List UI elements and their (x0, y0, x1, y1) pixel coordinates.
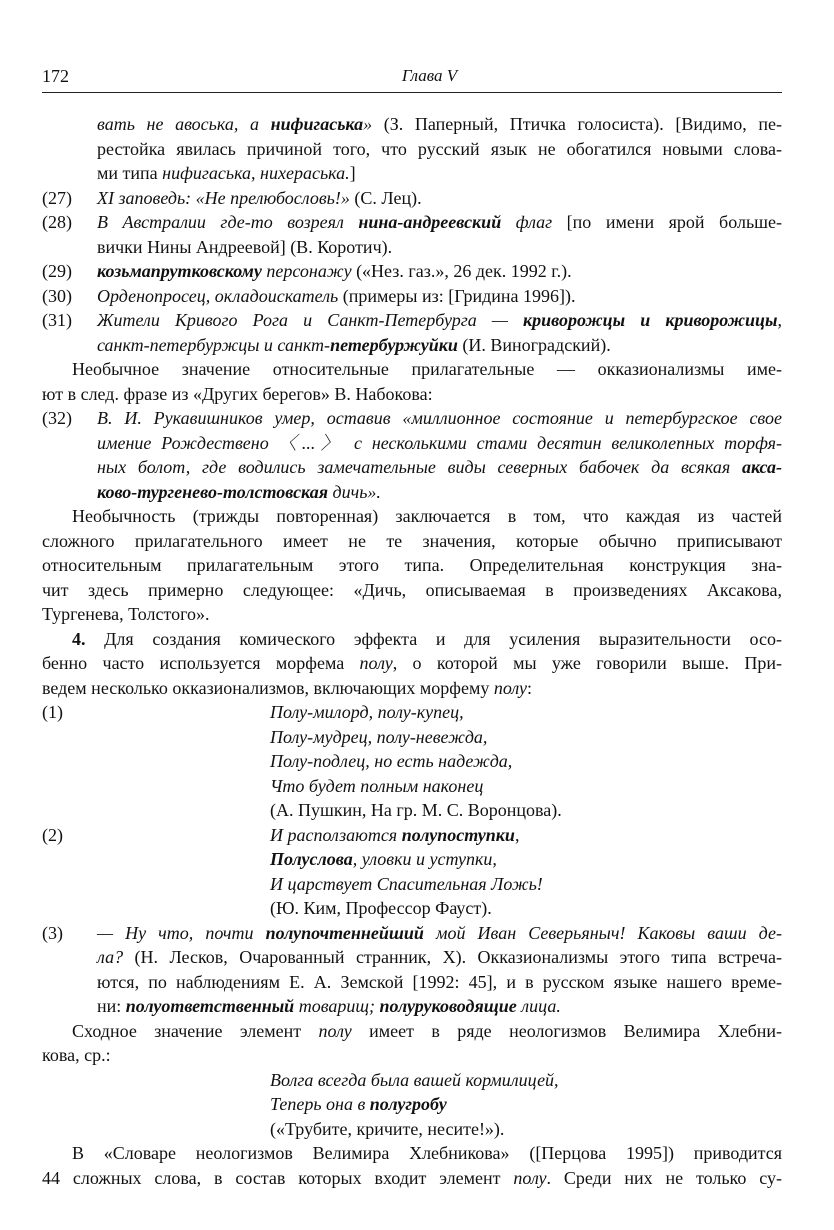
text-line (42, 1043, 782, 1068)
italic-text: Полу-подлец, но есть надежда, (270, 751, 513, 771)
text-run: . Среди них не только су- (546, 1167, 782, 1188)
text-line (42, 676, 782, 701)
emphasized-text: нифигаська (270, 114, 364, 134)
page-header (42, 64, 782, 93)
emphasized-text: полупочтеннейший (265, 922, 424, 943)
italic-text: имение Рождествено 〈...〉 с несколькими стами десятин великолепных торфя- (97, 432, 782, 453)
text-line (97, 970, 782, 995)
italic-text: дичь». (328, 481, 381, 502)
text-run: имеет в ряде неологизмов Велимира Хлебни- (351, 1020, 782, 1041)
text-line (270, 798, 782, 823)
text-run: чит здесь примерно следующее: «Дичь, описываемая в произведениях Аксакова, (42, 579, 782, 600)
emphasized-text: нина-андреевский (358, 212, 502, 232)
emphasized-text: петербуржуйки (330, 334, 458, 355)
numbered-example (42, 284, 782, 309)
text-run: (А. Пушкин, На гр. М. С. Воронцова). (270, 800, 562, 820)
paragraph (42, 112, 782, 186)
numbered-example (42, 308, 782, 357)
italic-text: И царствует Спасительная Ложь! (270, 873, 543, 894)
emphasized-text: криворожцы и криворожицы (523, 310, 778, 330)
italic-text: » (363, 114, 373, 134)
text-run: : (527, 677, 533, 698)
italic-text: Полу-мудрец, полу-невежда, (270, 726, 488, 747)
example-number: (27) (42, 187, 72, 208)
emphasized-text: акса- (742, 457, 782, 477)
page-body (42, 112, 782, 1190)
text-line (42, 578, 782, 603)
text-line (97, 284, 782, 309)
example-number: (28) (42, 212, 72, 232)
text-run: (С. Лец). (349, 187, 422, 208)
text-line (97, 406, 782, 431)
text-run: сложного прилагательного имеет не те значения, которые обычно приписывают (42, 530, 782, 551)
emphasized-text: 4. (72, 628, 86, 649)
text-run: , (514, 824, 520, 845)
numbered-example (42, 406, 782, 504)
text-run: («Трубите, кричите, несите!»). (270, 1118, 505, 1139)
text-line (42, 357, 782, 382)
emphasized-text: полуруководящие (379, 996, 517, 1016)
numbered-example (42, 210, 782, 259)
example-number: (1) (42, 702, 63, 722)
text-run: ни: (97, 996, 126, 1016)
italic-text: санкт-петербуржцы и санкт- (97, 334, 331, 355)
text-line (42, 382, 782, 407)
text-line (270, 896, 782, 921)
text-run: ют в след. фразе из «Других берегов» В. Набокова: (42, 383, 433, 404)
italic-text: В. И. Рукавишников умер, оставив «миллионное состояние и петербургское свое (97, 408, 782, 428)
italic-text: вать не авоська, а (97, 114, 271, 134)
text-run: (Н. Лесков, Очарованный странник, X). Окказионализмы этого типа встреча- (123, 947, 782, 967)
text-line (97, 333, 782, 358)
numbered-example (42, 186, 782, 211)
italic-text: ных болот, где водились замечательные виды северных бабочек да всякая (97, 457, 743, 477)
emphasized-text: ково-тургенево-толстовская (97, 481, 329, 502)
text-run: («Нез. газ.», 26 дек. 1992 г.). (351, 261, 572, 281)
text-line (42, 553, 782, 578)
text-run: 44 сложных слова, в состав которых входит элемент (42, 1167, 514, 1188)
text-line (270, 774, 782, 799)
verse-quote (42, 700, 782, 823)
italic-text: Что будет полным наконец (270, 775, 484, 796)
text-line (42, 504, 782, 529)
italic-text: флаг (501, 212, 553, 232)
italic-text: нифигаська, нихераська. (162, 163, 350, 183)
emphasized-text: козьмапрутковскому (97, 261, 262, 281)
text-run: (З. Паперный, Птичка голосиста). [Видимо, пе- (372, 114, 783, 134)
text-line (97, 480, 782, 505)
text-line (270, 1117, 782, 1142)
text-run: Необычное значение относительные прилагательные — окказионализмы име- (72, 359, 782, 379)
text-run: , (777, 310, 782, 330)
paragraph (42, 1141, 782, 1190)
text-run: рестойка явилась причиной того, что русский язык не обогатился новыми слова- (97, 138, 782, 159)
paragraph (42, 627, 782, 701)
text-line (270, 1092, 782, 1117)
text-run: (И. Виноградский). (457, 334, 611, 355)
text-run: бенно часто используется морфема (42, 653, 360, 673)
emphasized-text: полугробу (369, 1094, 447, 1114)
example-number: (31) (42, 310, 72, 330)
text-line (97, 112, 782, 137)
italic-text: , уловки и уступки, (352, 849, 497, 869)
text-line (97, 945, 782, 970)
text-run: В «Словаре неологизмов Велимира Хлебникова» ([Перцова 1995]) приводится (72, 1143, 782, 1163)
italic-text: Орденопросец, окладоискатель (97, 285, 339, 306)
verse-quote (42, 1068, 782, 1142)
text-line (97, 431, 782, 456)
example-number: (29) (42, 261, 72, 281)
text-run: вички Нины Андреевой] (В. Коротич). (97, 236, 393, 257)
example-number: (30) (42, 285, 72, 306)
italic-text: Волга всегда была вашей кормилицей, (270, 1069, 559, 1090)
text-run: ются, по наблюдениям Е. А. Земской [1992: 45], и в русском языке нашего време- (97, 971, 782, 992)
text-line (97, 921, 782, 946)
emphasized-text: полупоступки (401, 824, 515, 845)
text-line (97, 161, 782, 186)
text-line (97, 235, 782, 260)
paragraph (42, 504, 782, 627)
italic-text: товарищ; (294, 996, 380, 1016)
italic-text: полу (493, 677, 528, 698)
emphasized-text: Полуслова (270, 849, 353, 869)
text-line (42, 602, 782, 627)
text-line (42, 1166, 782, 1191)
italic-text: И расползаются (270, 824, 402, 845)
italic-text: лица. (516, 996, 561, 1016)
italic-text: Жители Кривого Рога и Санкт-Петербурга — (97, 310, 523, 330)
italic-text: полу (359, 653, 393, 673)
text-run: кова, ср.: (42, 1045, 111, 1065)
numbered-example (42, 259, 782, 284)
page-number: 172 (42, 66, 69, 86)
text-run: (примеры из: [Гридина 1996]). (338, 285, 576, 306)
text-line (97, 210, 782, 235)
text-line (270, 725, 782, 750)
text-run: ведем несколько окказионализмов, включающих морфему (42, 677, 494, 698)
numbered-example (42, 921, 782, 1019)
paragraph (42, 357, 782, 406)
text-line (97, 259, 782, 284)
text-line (42, 651, 782, 676)
text-run: (Ю. Ким, Профессор Фауст). (270, 898, 492, 918)
text-line (270, 749, 782, 774)
example-number: (32) (42, 408, 72, 428)
text-line (97, 455, 782, 480)
text-run: относительным прилагательным этого типа. Определительная конструкция зна- (42, 555, 782, 575)
italic-text: полу (513, 1167, 547, 1188)
text-run: Необычность (трижды повторенная) заключается в том, что каждая из частей (72, 506, 782, 526)
text-line (42, 1019, 782, 1044)
italic-text: XI заповедь: «Не прелюбословь!» (97, 187, 350, 208)
text-line (97, 186, 782, 211)
italic-text: Теперь она в (270, 1094, 370, 1114)
running-head: Глава V (401, 66, 458, 85)
text-line (270, 872, 782, 897)
text-run: Сходное значение элемент (72, 1020, 319, 1041)
text-line (270, 1068, 782, 1093)
example-number: (3) (42, 922, 63, 943)
text-run: [по имени ярой больше- (552, 212, 782, 232)
text-run: Для создания комического эффекта и для усиления выразительности осо- (85, 628, 782, 649)
text-run: , о которой мы уже говорили выше. При- (392, 653, 782, 673)
text-run: Тургенева, Толстого». (42, 604, 210, 624)
text-line (270, 823, 782, 848)
verse-quote (42, 823, 782, 921)
text-run: ] (349, 163, 356, 183)
italic-text: персонажу (261, 261, 352, 281)
italic-text: В Австралии где-то возреял (97, 212, 359, 232)
italic-text: — Ну что, почти (97, 922, 266, 943)
italic-text: мой Иван Северьяныч! Каковы ваши де- (423, 922, 782, 943)
emphasized-text: полуответственный (125, 996, 295, 1016)
text-line (42, 1141, 782, 1166)
text-run: ми типа (97, 163, 163, 183)
text-line (270, 847, 782, 872)
italic-text: Полу-милорд, полу-купец, (270, 702, 464, 722)
example-number: (2) (42, 824, 63, 845)
italic-text: полу (318, 1020, 352, 1041)
paragraph (42, 1019, 782, 1068)
text-line (270, 700, 782, 725)
text-line (42, 627, 782, 652)
text-line (97, 308, 782, 333)
text-line (42, 529, 782, 554)
text-line (97, 137, 782, 162)
text-line (97, 994, 782, 1019)
italic-text: ла? (97, 947, 124, 967)
